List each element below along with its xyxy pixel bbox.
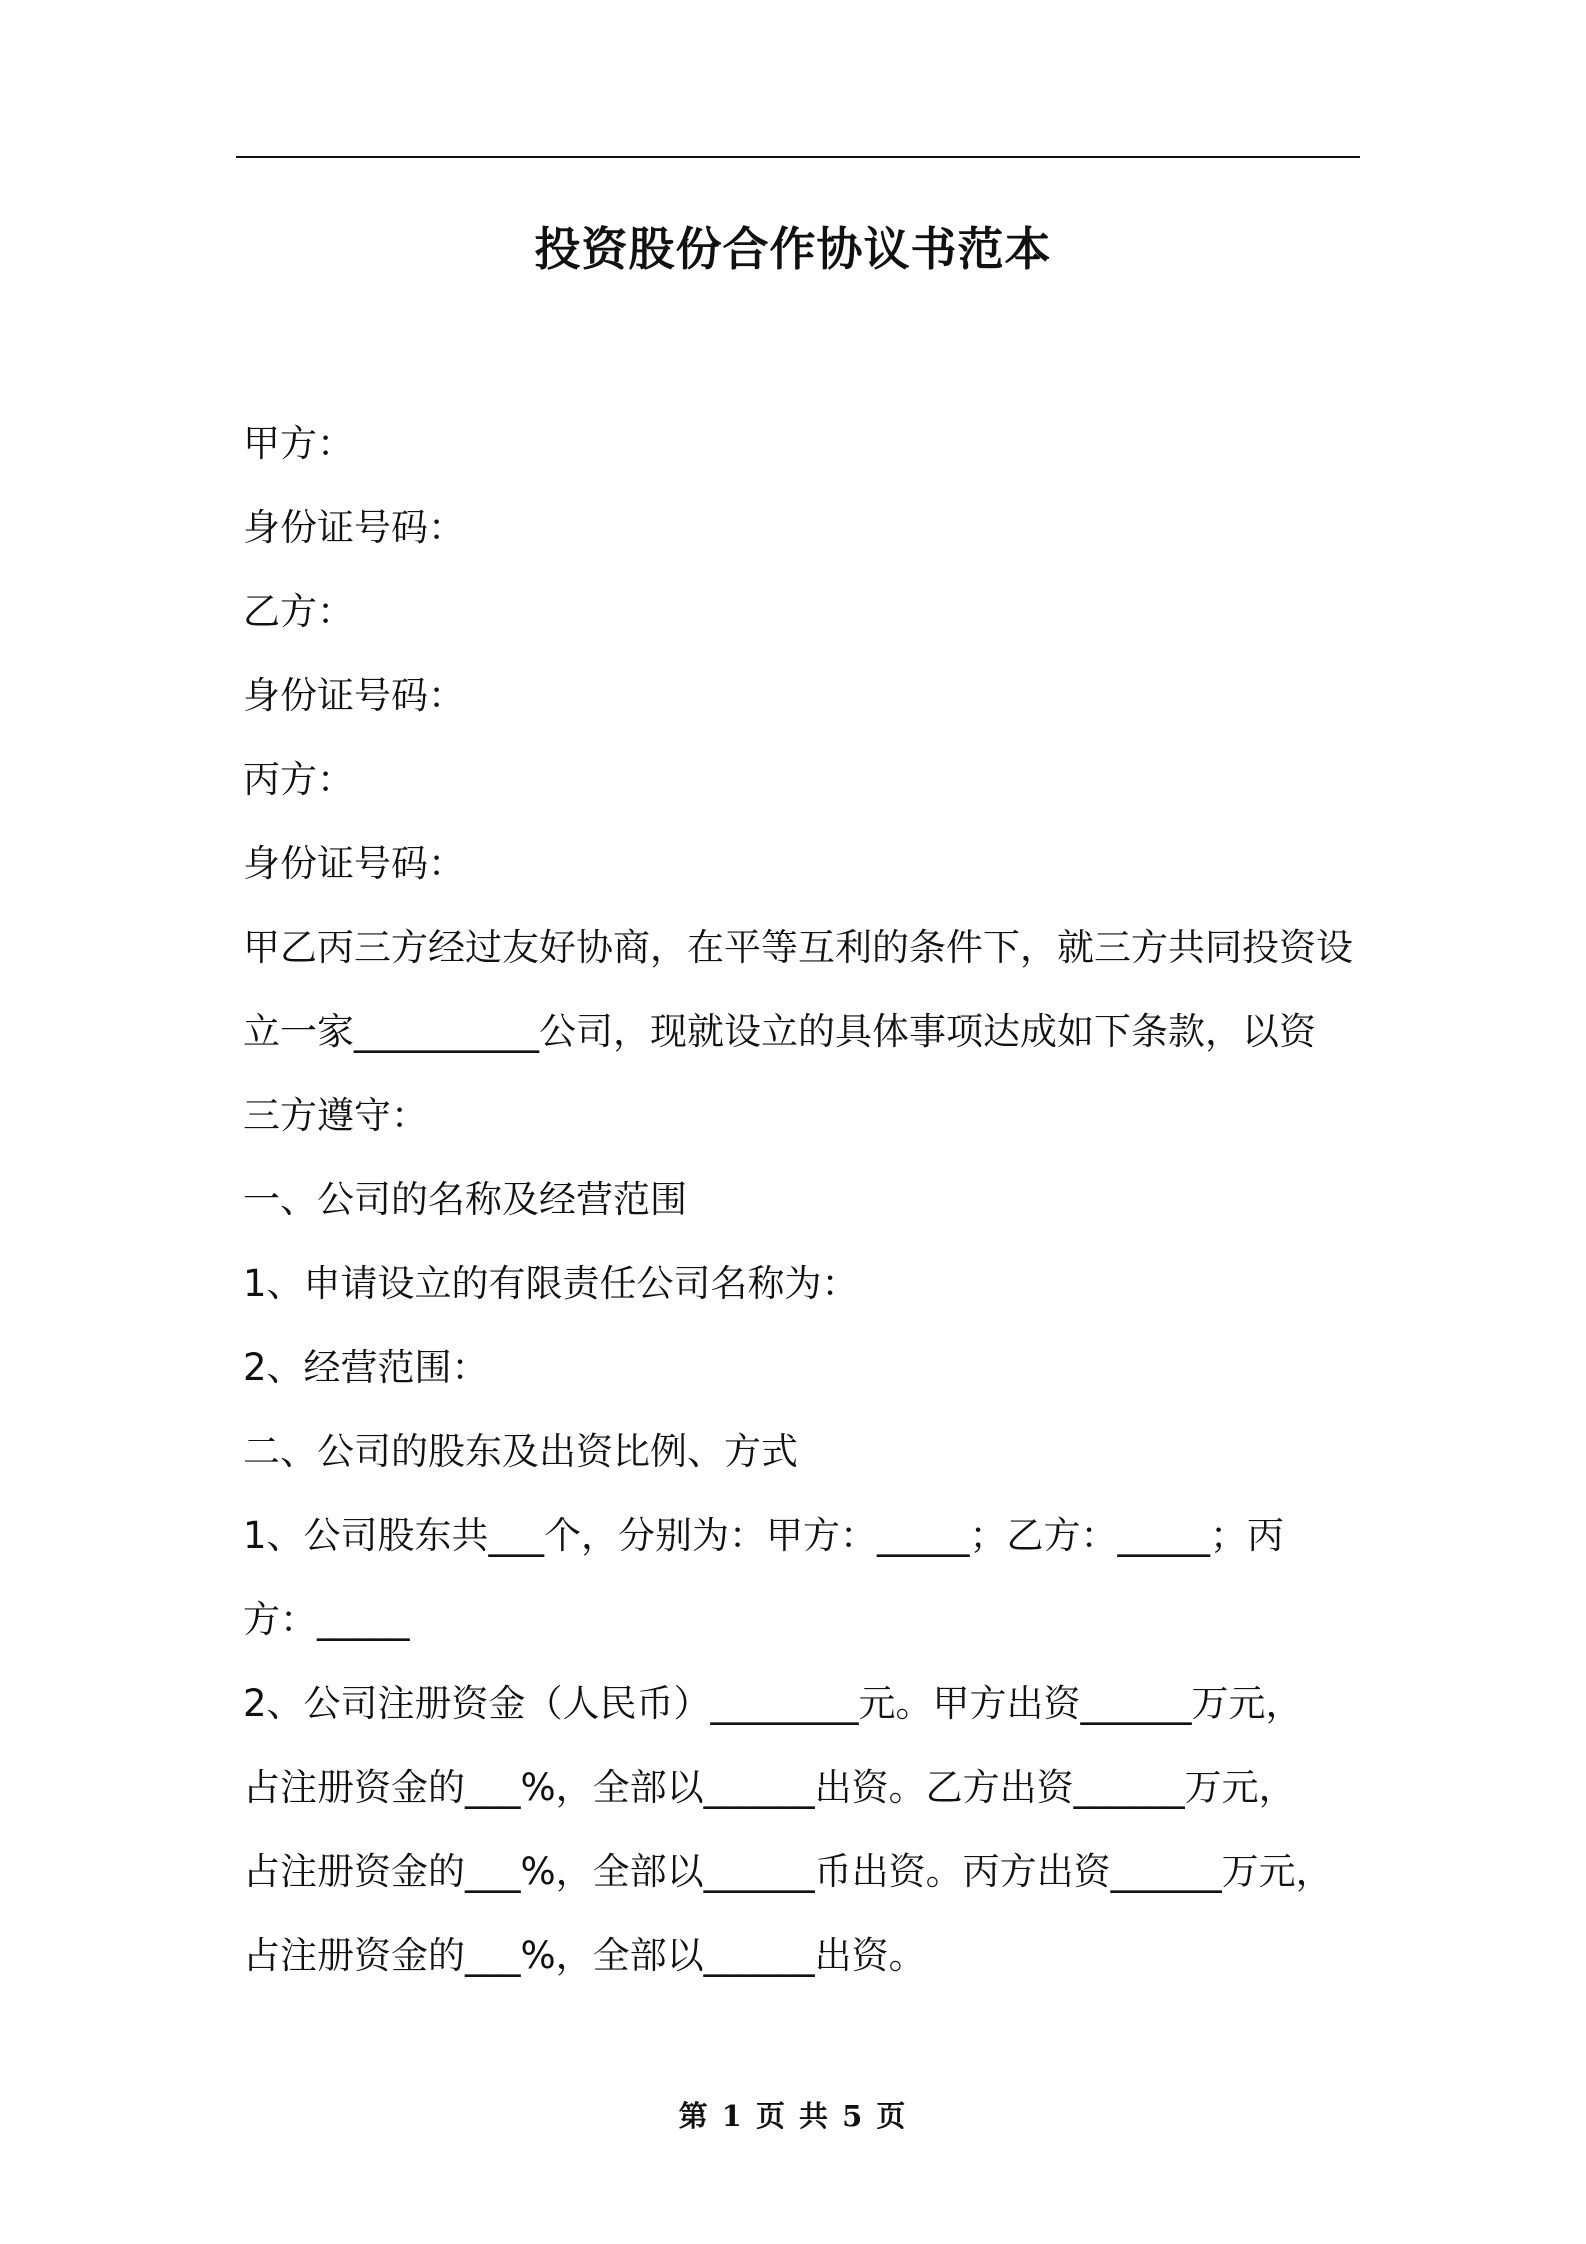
document-title: 投资股份合作协议书范本 bbox=[534, 222, 1052, 276]
preamble-line: 立一家__________公司，现就设立的具体事项达成如下条款，以资 bbox=[243, 1010, 1316, 1053]
clause-line: 方：_____ bbox=[243, 1598, 410, 1641]
clause-line: 占注册资金的___%，全部以______币出资。丙方出资______万元， bbox=[243, 1850, 1333, 1893]
clause-line: 2、公司注册资金（人民币）________元。甲方出资______万元， bbox=[243, 1682, 1303, 1725]
clause-line: 2、经营范围： bbox=[243, 1346, 489, 1389]
section-heading-1: 一、公司的名称及经营范围 bbox=[243, 1178, 687, 1221]
party-b-label: 乙方： bbox=[243, 590, 354, 633]
section-heading-2: 二、公司的股东及出资比例、方式 bbox=[243, 1430, 798, 1473]
party-c-id-label: 身份证号码： bbox=[243, 842, 465, 885]
clause-line: 占注册资金的___%，全部以______出资。乙方出资______万元， bbox=[243, 1766, 1296, 1809]
document-body bbox=[243, 402, 1363, 1998]
party-c-label: 丙方： bbox=[243, 758, 354, 801]
header-rule bbox=[236, 156, 1360, 158]
preamble-line: 甲乙丙三方经过友好协商，在平等互利的条件下，就三方共同投资设 bbox=[243, 926, 1353, 969]
clause-line: 1、公司股东共___个，分别为：甲方：_____；乙方：_____；丙 bbox=[243, 1514, 1285, 1557]
preamble-line: 三方遵守： bbox=[243, 1094, 428, 1137]
page-footer: 第 1 页 共 5 页 bbox=[678, 2099, 908, 2133]
party-a-label: 甲方： bbox=[243, 422, 354, 465]
party-a-id-label: 身份证号码： bbox=[243, 506, 465, 549]
clause-line: 占注册资金的___%，全部以______出资。 bbox=[243, 1934, 926, 1977]
party-b-id-label: 身份证号码： bbox=[243, 674, 465, 717]
clause-line: 1、申请设立的有限责任公司名称为： bbox=[243, 1262, 859, 1305]
